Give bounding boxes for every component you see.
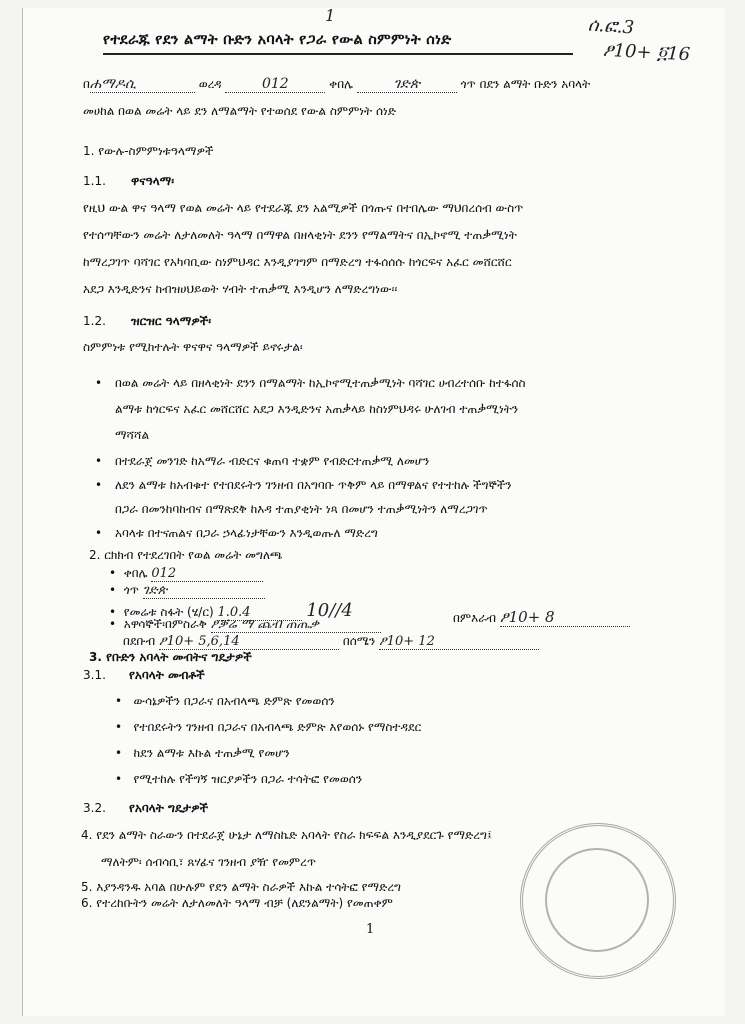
section1-2-intro: ስምምነቱ የሚከተሉት ዋናዋና ዓላማዎች ይኖሩታል፡ [83,340,303,354]
bullet-3-marker: • [95,478,103,492]
intro-prefix-value: ሐማዶሲ [90,76,195,93]
top-mark: 1 [325,6,336,25]
section4-line-1: 4. የደን ልማት ስራውን በተደራጀ ሁኔታ ለማስኬድ አባላት የስራ ክፍፍል እንዲያደርጉ የማድረግ፤ [81,828,492,842]
west-label: በምእራብ [453,611,496,625]
handwritten-reference-2: ፆ10+ ፬16 [602,39,691,66]
land-kebele-label: ቀበሌ [123,566,148,580]
land-area-value-2: 10//4 [306,600,353,621]
section1-1-title: ዋናዓላማ፡ [131,174,175,188]
woreda-value: 012 [225,76,325,93]
right-2: • የተበደሩትን ገንዘብ በጋራና በአብላጫ ድምጽ እየወሰኑ የማስተዳደር [115,720,422,734]
bullet-1-line-3: ማሻሻል [115,428,150,442]
bullet-2-marker: • [95,454,103,468]
right-4: • የሚተከሉ የችግኝ ዝርያዎችን በጋራ ተሳትፎ የመወሰን [115,772,363,786]
land-neighbors-row: • አዋሳኞች፡በምስራቅ ፆቓሬ ማ ጨብ ጠጤቃ [109,617,381,633]
section3-2-num: 3.2. [83,801,106,815]
section5: 5. እያንዳንዱ አባል በሁሉም የደን ልማት ስራዎች እኩል ተሳትፎ የማድረግ [81,880,402,894]
page-number: 1 [366,922,375,937]
section1-2-num: 1.2. [83,314,106,328]
land-west-row [453,608,630,627]
bullet-4-marker: • [95,526,103,540]
bullet-2-line-1: በተደራጀ መንገድ ከአማራ ብድርና ቁጠባ ተቋም የብድርተጠቃሚ ለመሆን [115,454,430,468]
right-1: • ውሳኔዎችን በጋራና በአብላጫ ድምጽ የመወሰን [115,694,335,708]
section1-1-line-1: የዚህ ውል ዋና ዓላማ የወል መሬት ላይ የተደራጁ ደን አልሚዎች በጎጡና በተበሌው ማህበረሰብ ውስጥ [83,201,524,215]
section3-1-title: የአባላት መብቶች [129,668,205,682]
section6: 6. የተረከቡትን መሬት ለታለመለት ዓላማ ብቻ (ለደንልማት) የመጠቀም [81,896,393,910]
section2-heading: 2. ርክክብ የተደረገበት የወል መሬት መግለጫ [89,548,283,562]
official-stamp [520,823,676,979]
section3-1-num: 3.1. [83,668,106,682]
south-value: ፆ10+ 12 [379,634,539,650]
section1-2-title: ዝርዝር ዓላማዎች፡ [131,314,212,328]
land-kebele-row: • ቀበሌ 012 [109,566,263,582]
land-got-label: ጎጥ [123,583,139,597]
south-label: በሰሜን [342,634,376,648]
section1-1-line-2: የተሰጣቸውን መሬት ለታለመለት ዓላማ በማዋል በዘላቂነት ደንን የማልማትና በኢኮኖሚ ተጠቃሚነት [83,228,517,242]
document-title: የተደራጁ የደን ልማት ቡድን አባላት የጋራ የውል ስምምነት ሰነድ [103,32,452,48]
section1-heading: 1. የውሉ-ስምምነቱዓላማዎች [83,144,214,158]
document-page [22,8,725,1016]
neighbors-label: አዋሳኞች፡በምስራቅ [123,617,207,631]
land-area-value: 1.0.4 [217,605,302,621]
bullet-1-marker: • [95,376,103,390]
land-area-row: • የመሬቱ ስፋት (ሄ/ር) 1.0.4 10//4 [109,600,353,621]
section4-line-2: ማለትም፡ ሰብሳቢ፣ ጸሃፊና ገንዘብ ያዥ የመምረጥ [101,855,316,869]
west-value: ፆ10+ 8 [500,608,630,627]
woreda-label: ወረዳ [198,77,222,91]
section1-1-line-3: ከማረጋገጥ ባሻገር የአካባቢው ስነምህዳር እንዲያገግም በማድረግ ተፋሰሰሱ ከጎርፍና አፈር መሸርሸር [83,255,512,269]
north-value: ፆ10+ 5,6,14 [159,634,339,650]
intro-line1-rest: ጎጥ በደን ልማት ቡድን አባላት [460,77,591,91]
intro-line-1: በሐማዶሲ ወረዳ 012 ቀበሌ ገድጵ ጎጥ በደን ልማት ቡድን አባላት [83,76,591,92]
land-kebele-value: 012 [151,566,263,582]
east-value: ፆቓሬ ማ ጨብ ጠጤቃ [211,617,381,633]
handwritten-reference-1: ሰ.ፎ.3 [587,14,635,39]
kebele-value: ገድጵ [357,76,457,93]
right-3: • ከደን ልማቱ እኩል ተጠቃሚ የመሆን [115,746,290,760]
section1-1-line-4: አደጋ እንዲድንና ከብዝሀህይወት ሃብት ተጠቃሚ እንዲሆን ለማድረግነው፡፡ [83,282,398,296]
land-north-south-row [123,634,539,650]
kebele-label: ቀበሌ [329,77,353,91]
bullet-1-line-1: በወል መሬት ላይ በዘላቂነት ደንን በማልማት ከኢኮኖሚተጠቃሚነት ባሻገር ሀብረተሰቡ ከተፋሰስ [115,376,526,390]
land-got-row: • ጎጥ ገድጵ [109,583,265,599]
bullet-3-line-1: ለደን ልማቱ ከአብቁተ የተበደሩትን ገንዘብ በአግባቡ ጥቅም ላይ በማዋልና የተተከሉ ችግኞችን [115,478,512,492]
bullet-1-line-2: ልማቱ ከጎርፍና አፈር መሸርሸር አደጋ እንዲድንና አጠቃላይ ከስነምህዳሩ ሁለገብ ተጠቃሚነትን [115,402,519,416]
bullet-3-line-2: በጋራ በመንከባከብና በማጽደቅ ከእዳ ተጠያቂነት ነጻ በመሆን ተጠቃሚነትን ለማረጋገጥ [115,502,488,516]
stamp-inner-ring [545,848,649,952]
intro-line-2: መሀከል በወል መሬት ላይ ደን ለማልማት የተወሰደ የውል ስምምነት ሰነድ [83,104,397,118]
section3-heading: 3. የቡድን አባላት መብትና ግዴታዎች [89,650,252,664]
bullet-4-line-1: አባላቱ በተናጠልና በጋራ ኃላፊነታቸውን እንዲወጡለ ማድረግ [115,526,378,540]
north-label: በደቡብ [123,634,156,648]
title-underline [103,53,573,55]
section1-1-num: 1.1. [83,174,106,188]
land-area-label: የመሬቱ ስፋት (ሄ/ር) [123,605,214,619]
land-got-value: ገድጵ [143,583,265,599]
section3-2-title: የአባላት ግዴታዎች [129,801,209,815]
